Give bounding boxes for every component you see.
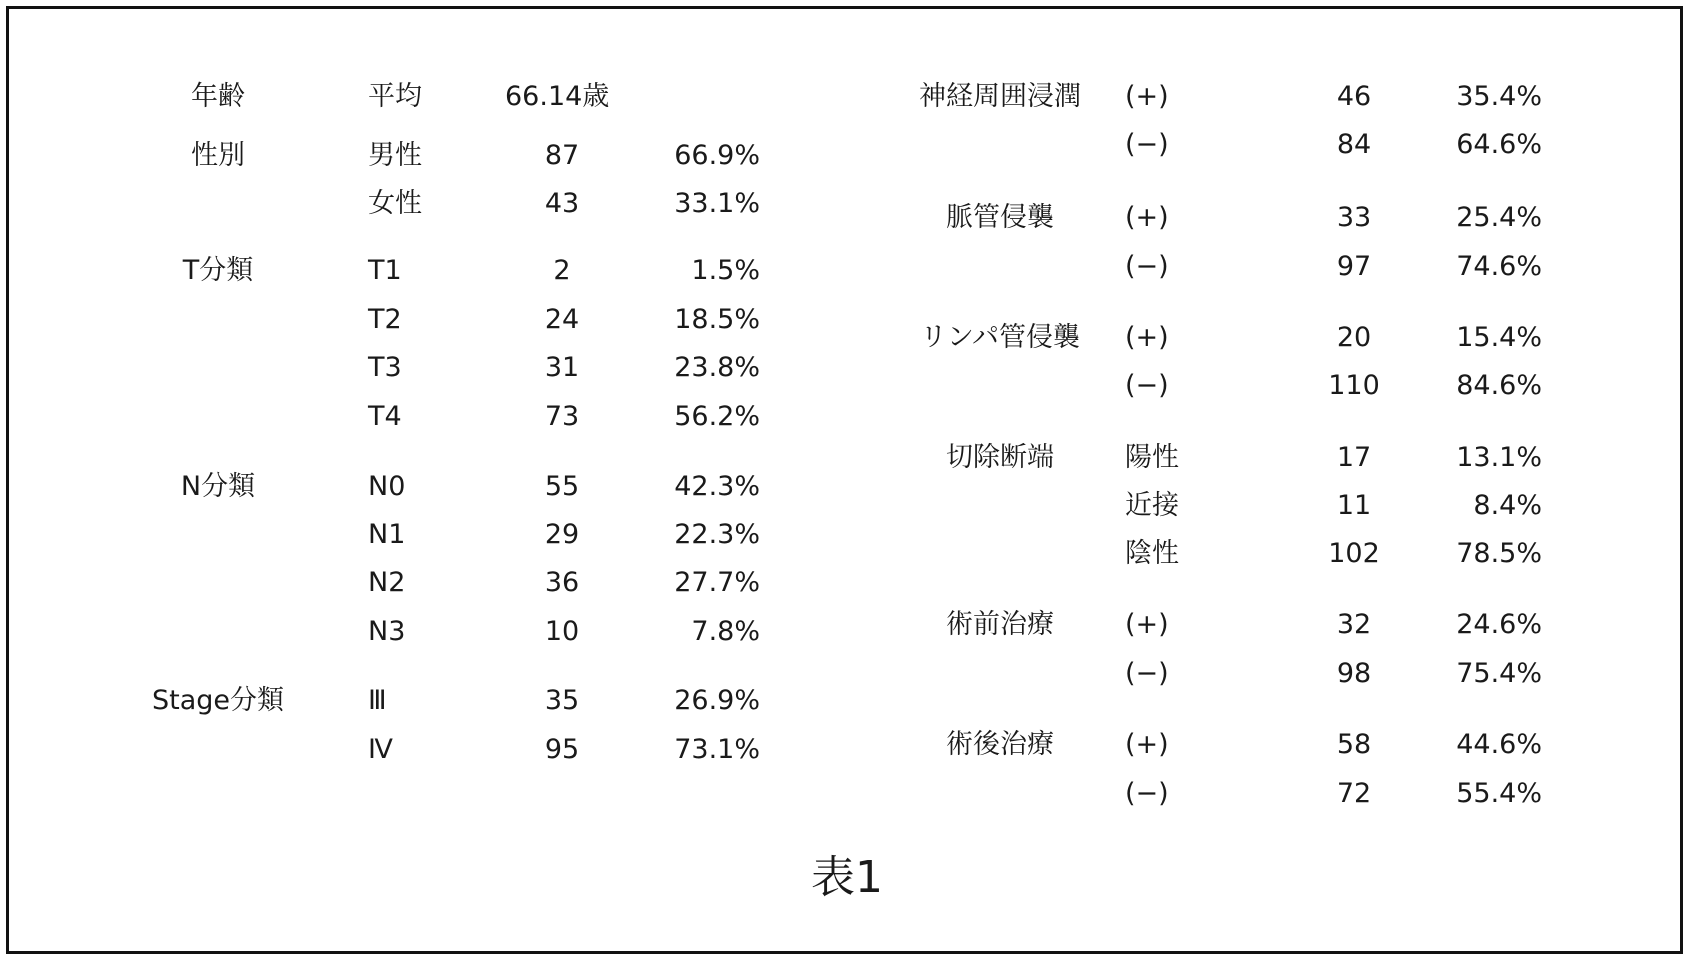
row-sublabel: 陽性 <box>1125 442 1179 473</box>
row-percent: 23.8% <box>674 352 760 383</box>
row-percent: 64.6% <box>1456 129 1542 160</box>
row-percent: 33.1% <box>674 188 760 219</box>
row-percent: 56.2% <box>674 401 760 432</box>
row-sublabel: (+) <box>1125 609 1169 640</box>
row-percent: 73.1% <box>674 734 760 765</box>
row-sublabel: Ⅲ <box>368 685 387 716</box>
row-count: 33 <box>1336 202 1372 233</box>
row-sublabel: (−) <box>1125 778 1169 809</box>
row-percent: 44.6% <box>1456 729 1542 760</box>
row-sublabel: T2 <box>368 304 402 335</box>
age-label: 年齢 <box>191 81 245 112</box>
group-label: N分類 <box>180 471 256 502</box>
row-percent: 74.6% <box>1456 251 1542 282</box>
row-count: 17 <box>1336 442 1372 473</box>
row-count: 73 <box>544 401 580 432</box>
row-sublabel: N3 <box>368 616 406 647</box>
row-sublabel: T1 <box>368 255 402 286</box>
row-sublabel: N0 <box>368 471 406 502</box>
row-count: 84 <box>1336 129 1372 160</box>
row-count: 43 <box>544 188 580 219</box>
group-label: 神経周囲浸潤 <box>919 81 1081 112</box>
row-percent: 84.6% <box>1456 370 1542 401</box>
row-percent: 78.5% <box>1456 538 1542 569</box>
group-label: 脈管侵襲 <box>946 202 1054 233</box>
row-count: 95 <box>544 734 580 765</box>
group-label: 術前治療 <box>946 609 1054 640</box>
row-count: 31 <box>544 352 580 383</box>
row-sublabel: 陰性 <box>1125 538 1179 569</box>
row-percent: 55.4% <box>1456 778 1542 809</box>
row-sublabel: (−) <box>1125 370 1169 401</box>
row-count: 58 <box>1336 729 1372 760</box>
row-percent: 27.7% <box>674 567 760 598</box>
row-count: 20 <box>1336 322 1372 353</box>
row-percent: 24.6% <box>1456 609 1542 640</box>
row-percent: 42.3% <box>674 471 760 502</box>
row-count: 29 <box>544 519 580 550</box>
row-percent: 75.4% <box>1456 658 1542 689</box>
row-sublabel: 女性 <box>368 188 422 219</box>
row-count: 110 <box>1328 370 1380 401</box>
row-percent: 1.5% <box>691 255 760 286</box>
row-count: 46 <box>1336 81 1372 112</box>
row-count: 98 <box>1336 658 1372 689</box>
row-percent: 22.3% <box>674 519 760 550</box>
age-sub-label: 平均 <box>368 81 422 112</box>
row-sublabel: (+) <box>1125 322 1169 353</box>
row-sublabel: (−) <box>1125 658 1169 689</box>
row-sublabel: (+) <box>1125 81 1169 112</box>
row-count: 87 <box>544 140 580 171</box>
row-sublabel: (+) <box>1125 729 1169 760</box>
row-sublabel: T4 <box>368 401 402 432</box>
row-percent: 35.4% <box>1456 81 1542 112</box>
row-sublabel: 男性 <box>368 140 422 171</box>
row-percent: 25.4% <box>1456 202 1542 233</box>
group-label: 術後治療 <box>946 729 1054 760</box>
row-percent: 66.9% <box>674 140 760 171</box>
row-count: 10 <box>544 616 580 647</box>
group-label: T分類 <box>182 255 254 286</box>
row-percent: 26.9% <box>674 685 760 716</box>
row-percent: 18.5% <box>674 304 760 335</box>
row-count: 97 <box>1336 251 1372 282</box>
group-label: Stage分類 <box>151 685 285 716</box>
row-percent: 7.8% <box>691 616 760 647</box>
row-sublabel: Ⅳ <box>368 734 393 765</box>
row-sublabel: (−) <box>1125 129 1169 160</box>
row-count: 102 <box>1328 538 1380 569</box>
row-sublabel: N1 <box>368 519 406 550</box>
row-percent: 13.1% <box>1456 442 1542 473</box>
row-count: 55 <box>544 471 580 502</box>
row-count: 35 <box>544 685 580 716</box>
row-sublabel: T3 <box>368 352 402 383</box>
row-count: 11 <box>1336 490 1372 521</box>
group-label: リンパ管侵襲 <box>919 322 1081 353</box>
row-sublabel: N2 <box>368 567 406 598</box>
row-count: 2 <box>553 255 571 286</box>
row-sublabel: (−) <box>1125 251 1169 282</box>
table-caption: 表1 <box>811 852 883 903</box>
group-label: 切除断端 <box>946 442 1054 473</box>
row-count: 72 <box>1336 778 1372 809</box>
row-percent: 8.4% <box>1473 490 1542 521</box>
age-mean-value: 66.14歳 <box>505 81 610 112</box>
group-label: 性別 <box>191 140 245 171</box>
row-count: 36 <box>544 567 580 598</box>
row-sublabel: 近接 <box>1125 490 1179 521</box>
row-percent: 15.4% <box>1456 322 1542 353</box>
row-sublabel: (+) <box>1125 202 1169 233</box>
row-count: 32 <box>1336 609 1372 640</box>
row-count: 24 <box>544 304 580 335</box>
